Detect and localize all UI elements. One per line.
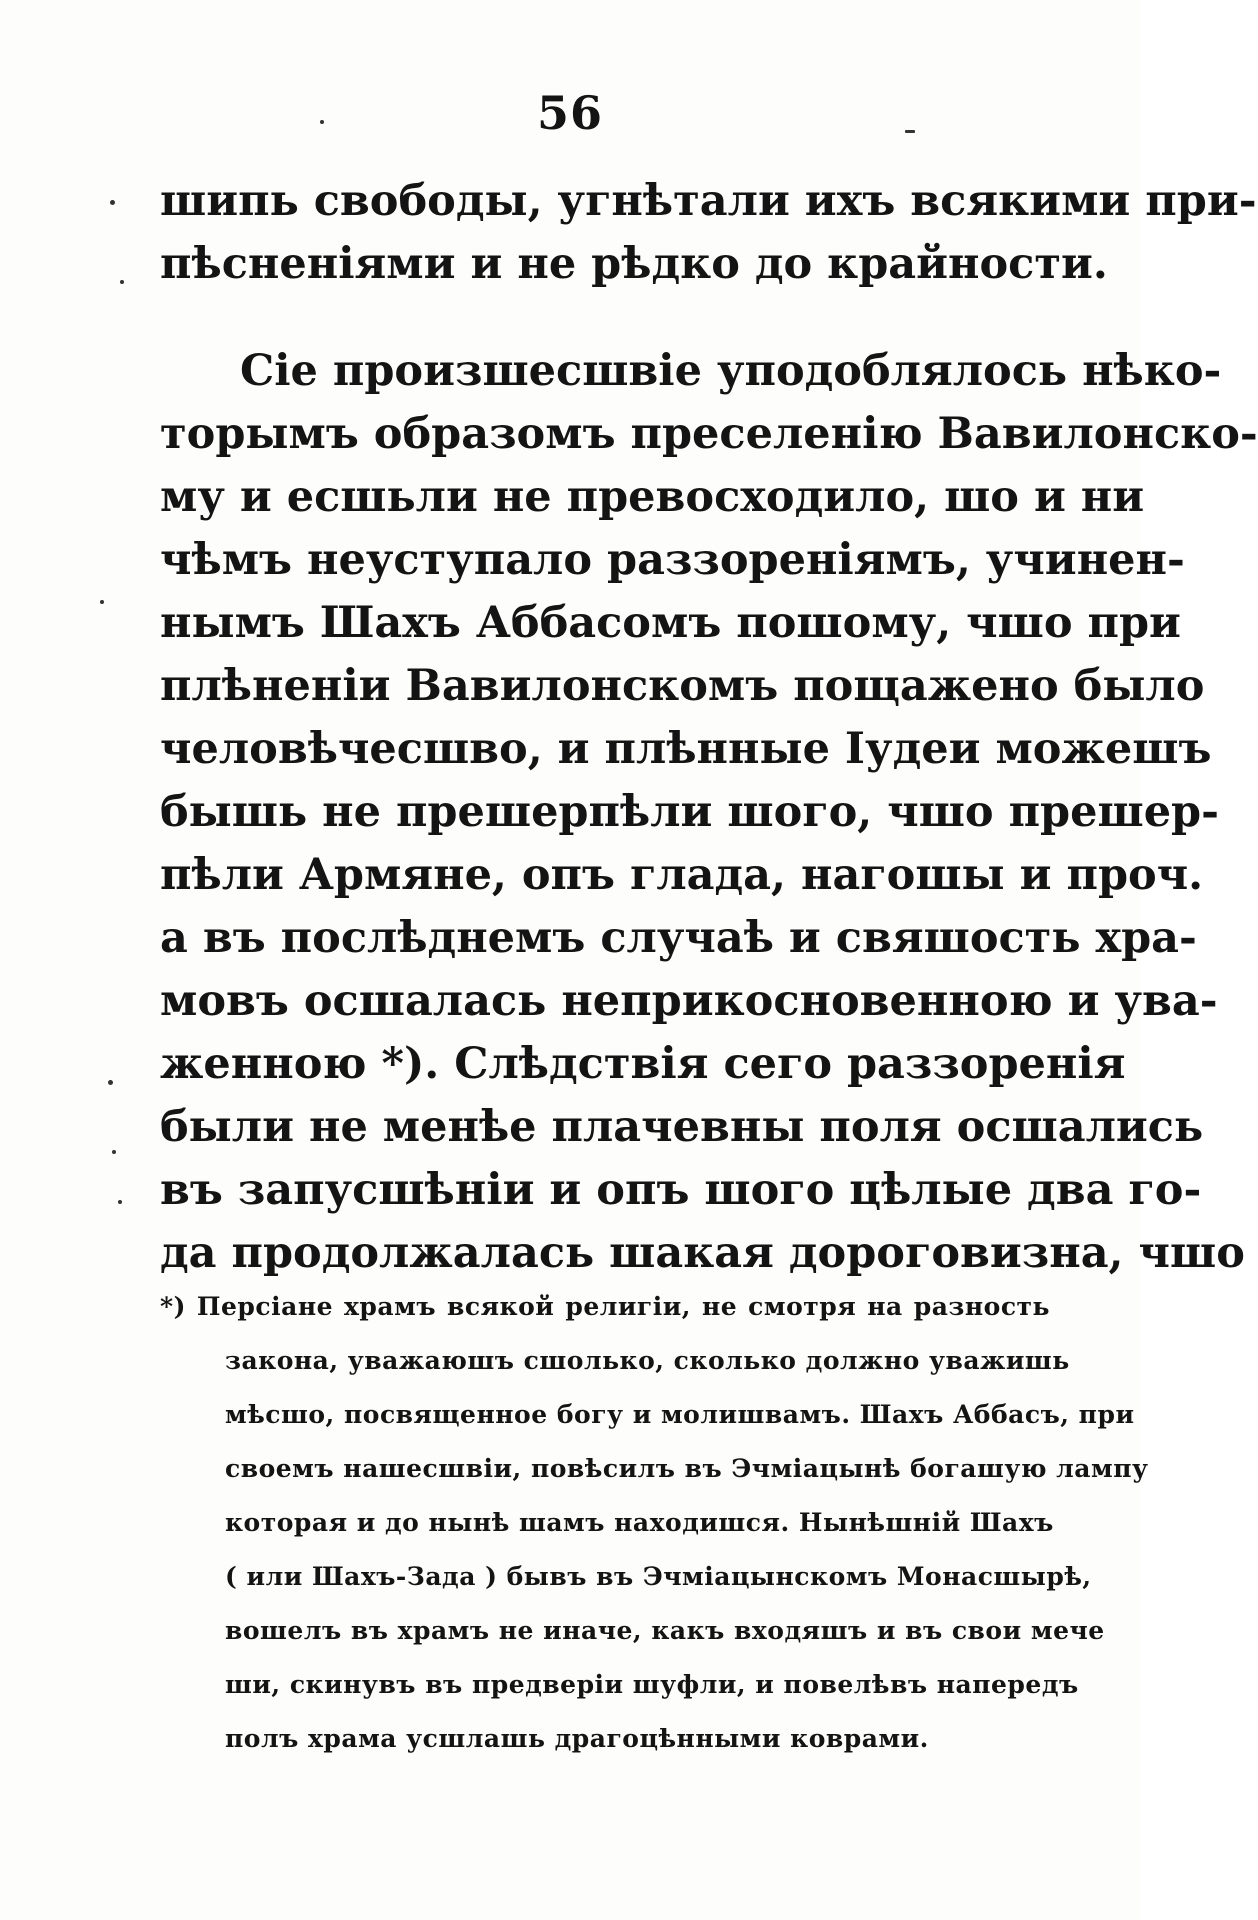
footnote-line: ( или Шахъ-Зада ) бывъ въ Эчміацынскомъ Монасшырѣ,	[225, 1562, 1092, 1591]
text-line: женною *). Слѣдствія сего раззоренія	[160, 1039, 1126, 1089]
text-line: а въ послѣднемъ случаѣ и свяшость хра-	[160, 913, 1197, 963]
scan-speck	[110, 200, 115, 205]
text-line: въ запусшѣніи и опъ шого цѣлые два го-	[160, 1165, 1202, 1215]
text-line: мовъ осшалась неприкосновенною и ува-	[160, 976, 1218, 1026]
paragraph-1	[160, 170, 1257, 296]
text-line: пѣсненіями и не рѣдко до крайности.	[160, 239, 1108, 289]
text-line: му и есшьли не превосходило, шо и ни	[160, 472, 1145, 522]
scan-speck	[320, 120, 324, 124]
page-number: 56	[536, 86, 603, 140]
text-line: бышь не прешерпѣли шого, чшо прешер-	[160, 787, 1219, 837]
scan-speck	[905, 130, 915, 133]
text-line: да продолжалась шакая дороговизна, чшо	[160, 1228, 1245, 1278]
scan-speck	[100, 600, 104, 604]
text-line: человѣчесшво, и плѣнные Іудеи можешъ	[160, 724, 1212, 774]
text-line: шипь свободы, угнѣтали ихъ всякими при-	[160, 176, 1257, 226]
footnote-line: *) Персіане храмъ всякой религіи, не смотря на разность	[160, 1292, 1050, 1321]
text-line: торымъ образомъ преселенію Вавилонско-	[160, 409, 1258, 459]
text-line: пѣли Армяне, опъ глада, нагошы и проч.	[160, 850, 1204, 900]
text-line: чѣмъ неуступало раззореніямъ, учинен-	[160, 535, 1185, 585]
footnote-line: своемъ нашесшвіи, повѣсилъ въ Эчміацынѣ богашую лампу	[225, 1454, 1149, 1483]
footnote-line: полъ храма усшлашь драгоцѣнными коврами.	[225, 1724, 929, 1753]
scan-speck	[112, 1150, 116, 1154]
scan-speck	[118, 1200, 122, 1204]
text-line: плѣненіи Вавилонскомъ пощажено было	[160, 661, 1205, 711]
scan-speck	[120, 280, 124, 284]
scan-speck	[108, 1080, 113, 1085]
paragraph-2	[160, 340, 1258, 1285]
text-line: нымъ Шахъ Аббасомъ пошому, чшо при	[160, 598, 1181, 648]
footnote-line: ши, скинувъ въ предверіи шуфли, и повелѣвъ напередъ	[225, 1670, 1079, 1699]
footnote-line: мѣсшо, посвященное богу и молишвамъ. Шахъ Аббасъ, при	[225, 1400, 1135, 1429]
footnote-line: которая и до нынѣ шамъ находишся. Нынѣшній Шахъ	[225, 1508, 1054, 1537]
footnote	[160, 1280, 1149, 1766]
footnote-line: закона, уважаюшъ сшолько, сколько должно уважишь	[225, 1346, 1070, 1375]
text-line: были не менѣе плачевны поля осшались	[160, 1102, 1204, 1152]
footnote-line: вошелъ въ храмъ не иначе, какъ входяшъ и въ свои мече	[225, 1616, 1105, 1645]
text-line: Сіе произшесшвіе уподоблялось нѣко-	[240, 346, 1222, 396]
